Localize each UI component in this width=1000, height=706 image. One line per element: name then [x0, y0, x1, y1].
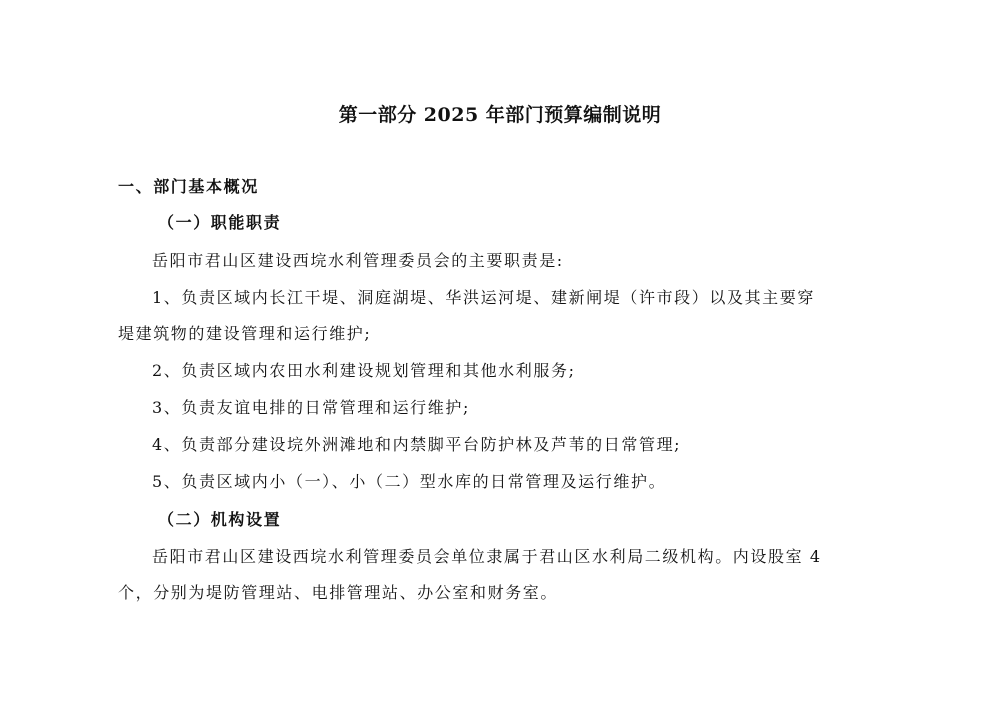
duty-item-4: 4、负责部分建设垸外洲滩地和内禁脚平台防护林及芦苇的日常管理; — [152, 435, 682, 454]
subsection-heading-duties: （一）职能职责 — [158, 213, 282, 232]
duty-item-1-line-1: 1、负责区域内长江干堤、洞庭湖堤、华洪运河堤、建新闸堤（许市段）以及其主要穿 — [152, 288, 815, 307]
duty-item-3: 3、负责友谊电排的日常管理和运行维护; — [152, 398, 470, 417]
duty-item-5: 5、负责区域内小（一）、小（二）型水库的日常管理及运行维护。 — [152, 472, 667, 491]
organization-paragraph-line-2: 个，分别为堤防管理站、电排管理站、办公室和财务室。 — [118, 583, 559, 602]
duty-item-1-line-2: 堤建筑物的建设管理和运行维护; — [118, 324, 372, 343]
subsection-heading-organization: （二）机构设置 — [158, 510, 282, 529]
duties-intro-paragraph: 岳阳市君山区建设西垸水利管理委员会的主要职责是: — [152, 251, 564, 270]
section-heading-basic-overview: 一、部门基本概况 — [118, 177, 259, 196]
document-title: 第一部分 2025 年部门预算编制说明 — [338, 104, 662, 126]
duty-item-2: 2、负责区域内农田水利建设规划管理和其他水利服务; — [152, 361, 576, 380]
organization-paragraph-line-1: 岳阳市君山区建设西垸水利管理委员会单位隶属于君山区水利局二级机构。内设股室 4 — [152, 547, 822, 566]
